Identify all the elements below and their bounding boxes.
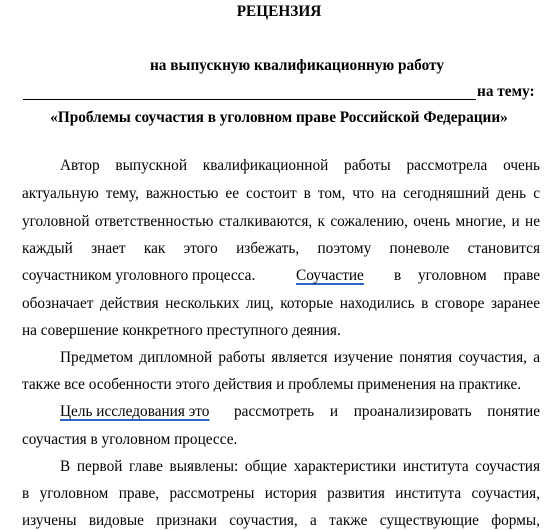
paragraph-1-line-6: обозначает действия нескольких лиц, которые находились в сговоре заранее — [22, 295, 540, 312]
document-title: РЕЦЕНЗИЯ — [236, 3, 322, 20]
paragraph-1-line-7: на совершение конкретного преступного деяния. — [22, 322, 341, 339]
paragraph-3-line-1-part-2: рассмотреть и проанализировать понятие — [234, 403, 540, 420]
paragraph-3-line-2: соучастия в уголовном процессе. — [22, 431, 238, 448]
paragraph-1-line-4: каждый знает как этого избежать, поэтому поневоле становится — [22, 240, 540, 257]
topic-blank-line — [23, 99, 476, 100]
document-subtitle: на выпускную квалификационную работу — [149, 57, 445, 74]
topic-title: «Проблемы соучастия в уголовном праве Российской Федерации» — [50, 109, 508, 126]
paragraph-1-line-5-part-1: соучастником уголовного процесса. — [22, 267, 256, 284]
spellcheck-underline: Соучастие — [296, 267, 364, 284]
paragraph-1-line-1: Автор выпускной квалификационной работы рассмотрела очень — [60, 157, 540, 174]
paragraph-2-line-2: также все особенности этого действия и проблемы применения на практике. — [22, 376, 522, 393]
paragraph-1-line-5-part-3: в уголовном праве — [394, 267, 540, 284]
paragraph-1-line-5-spellcheck-word — [296, 267, 364, 285]
spellcheck-underline-phrase: Цель исследования это — [60, 403, 210, 420]
paragraph-3-line-1-spellcheck-phrase — [60, 403, 209, 421]
paragraph-2-line-1: Предметом дипломной работы является изучение понятия соучастия, а — [60, 349, 540, 366]
paragraph-4-line-3: изучены видовые признаки соучастия, а также существующие формы, — [22, 512, 540, 529]
paragraph-1-line-3: уголовной ответственностью сталкиваются, к сожалению, очень многие, и не — [22, 213, 540, 230]
topic-label: на тему: — [477, 83, 535, 100]
paragraph-4-line-1: В первой главе выявлены: общие характеристики института соучастия — [60, 458, 540, 475]
paragraph-1-line-2: актуальную тему, важностью ее состоит в том, что на сегодняшний день с — [22, 185, 540, 202]
paragraph-4-line-2: в уголовном праве, рассмотрены история развития института соучастия, — [22, 485, 540, 502]
